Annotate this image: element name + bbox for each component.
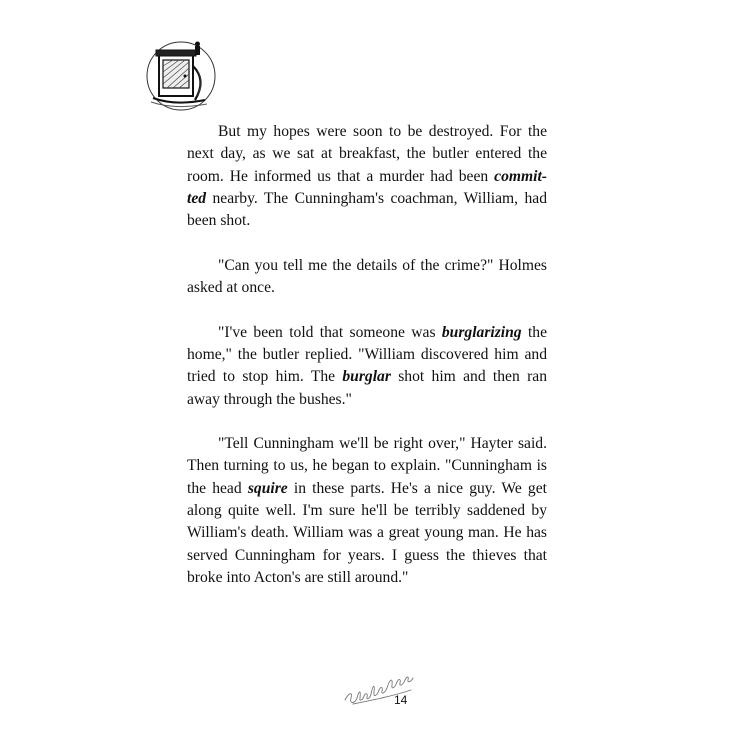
page-number: 14 — [394, 693, 408, 707]
emphasized-word: commit-ted — [187, 167, 547, 207]
paragraph — [187, 322, 547, 411]
paragraph — [187, 433, 547, 589]
paragraph-text: nearby. The Cunningham's coachman, William, had been shot. — [187, 189, 547, 230]
story-text — [187, 121, 547, 612]
paragraph-text: shot him and then ran away through the bushes." — [187, 368, 547, 408]
paragraph — [187, 121, 547, 232]
page-footer — [343, 666, 423, 710]
emphasized-word: burglarizing — [441, 323, 522, 341]
emphasized-word: squire — [247, 479, 288, 497]
paragraph-text: "Can you tell me the details of the crime?" Holmes asked at once. — [187, 256, 547, 297]
paragraph-text: But my hopes were soon to be destroyed. For the next day, as we sat at breakfast, the butler entered the room. He informed us that a murder had been — [187, 123, 547, 185]
emphasized-word: burglar — [342, 368, 391, 386]
paragraph-text: in these parts. He's a nice guy. We get along quite well. I'm sure he'll be terribly saddened by William's death. William was a great young man. He has served Cunningham for years. I guess the thieves that broke into Acton's are still around." — [187, 479, 547, 586]
paragraph-text: "Tell Cunningham we'll be right over," Hayter said. Then turning to us, he began to explain. "Cunningham is the head — [187, 435, 547, 497]
carriage-illustration-icon — [145, 40, 217, 112]
paragraph-text: "I've been told that someone was — [218, 323, 442, 341]
paragraph-text: the home," the butler replied. "William discovered him and tried to stop him. The — [187, 323, 547, 386]
paragraph — [187, 255, 547, 300]
